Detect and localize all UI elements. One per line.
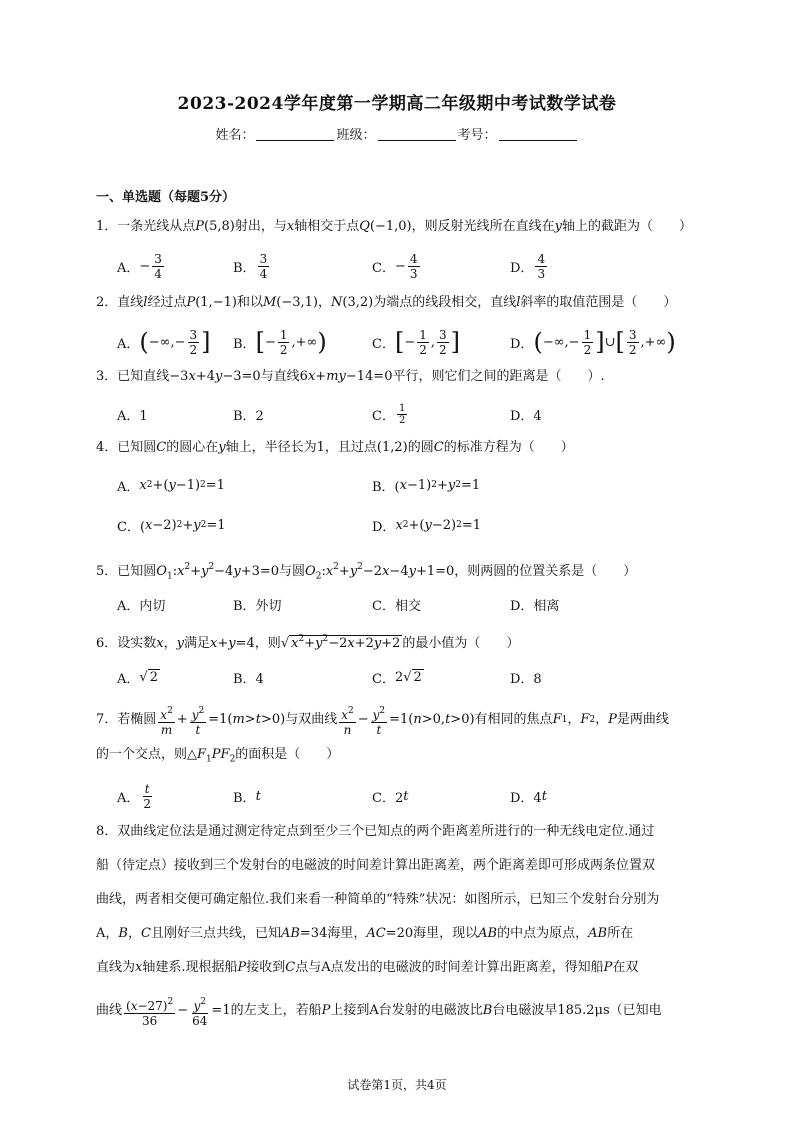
options-q3 — [117, 394, 737, 434]
option-d[interactable]: D．4 — [510, 408, 542, 424]
option-d[interactable]: D． $\frac{4}{3}$ — [510, 251, 546, 281]
exam-no-label: 考号： — [457, 128, 497, 143]
option-a[interactable]: A． √ 2 — [117, 669, 158, 687]
question-6: 6．设实数x，y满足x+y=4，则√ $x^2+y^2-2x+2y+2$ 的最小值为（ ） — [96, 634, 520, 651]
options-q2 — [117, 322, 737, 362]
option-b[interactable]: B． $\frac{3}{4}$ — [233, 251, 268, 281]
section-heading-single-choice: 一、单选题（每题5分） — [96, 190, 236, 205]
options-q1 — [117, 246, 737, 286]
option-c[interactable]: C． $\frac{1}{2}$ — [372, 402, 406, 426]
option-a[interactable]: A． − $\frac{3}{4}$ — [117, 251, 162, 281]
option-b[interactable]: B．( x −1) 2 + y 2 =1 — [372, 477, 481, 495]
name-label: 姓名： — [215, 128, 255, 143]
option-b[interactable]: B．4 — [233, 671, 264, 687]
options-q6 — [117, 657, 737, 697]
option-a[interactable]: A． x 2 +( y −1) 2 =1 — [117, 477, 225, 495]
option-b[interactable]: B． t — [233, 788, 261, 806]
name-blank[interactable] — [256, 129, 334, 141]
options-q4-row1 — [117, 465, 737, 505]
option-b[interactable]: B． [ − $\frac{1}{2}$ ,+∞ ) — [233, 327, 327, 357]
student-info-line — [0, 124, 794, 143]
question-3: 3．已知直线−3x+4y−3=0与直线6x+my−14=0平行，则它们之间的距离是（ ）. — [96, 369, 605, 384]
options-q5 — [117, 584, 737, 624]
options-q7 — [117, 776, 737, 816]
option-d[interactable]: D．4 t — [510, 788, 547, 806]
question-8: 8．双曲线定位法是通过测定待定点到至少三个已知点的两个距离差所进行的一种无线电定位.通过 船（待定点）接收到三个发射台的电磁波的时间差计算出距离差，两个距离差即可形成两条位置双 曲线，两者相交便可确定船位.我们来看一种简单的“特殊”状况：如图所示，已知三个发射台分别为 A，B，C且刚好三点共线，已知AB=34海里，AC=20海里，现以AB的中点为原点，AB所在 直线为x轴建系.现根据船P接收到C点与A点发出的电磁波的时间差计算出距离差，得知船P在双 曲线 $\frac{(x-27)^2}{36}$ − $\frac{y^2}{64}$ =1 的左支上，若船 P 上接到A台发射的电磁波比 B 台电磁波早185.2μs（已知电 — [96, 824, 662, 1028]
exam-no-blank[interactable] — [499, 129, 577, 141]
option-a[interactable]: A． ( −∞,− $\frac{3}{2}$ ] — [117, 327, 211, 357]
question-2: 2．直线l经过点P(1,−1)和以M(−3,1)，N(3,2)为端点的线段相交，直线l斜率的取值范围是（ ） — [96, 295, 677, 310]
question-7-line2: 的一个交点，则$\triangle F_1PF_2$的面积是（ ） — [96, 747, 340, 765]
option-c[interactable]: C． − $\frac{4}{3}$ — [372, 251, 418, 281]
option-a[interactable]: A．内切 — [117, 598, 166, 614]
option-d[interactable]: D． x 2 +( y −2) 2 =1 — [372, 517, 481, 535]
question-4: 4．已知圆C的圆心在y轴上，半径长为1，且过点(1,2)的圆C的标准方程为（ ） — [96, 440, 574, 455]
option-b[interactable]: B．2 — [233, 408, 264, 424]
question-1: 1．一条光线从点P(5,8)射出，与x轴相交于点Q(−1,0)，则反射光线所在直线在y轴上的截距为（ ） — [96, 219, 693, 234]
question-7: 7．若椭圆 $\frac{x^2}{m}$ + $\frac{y^2}{t}$ =1( m > t >0) 与双曲线 $\frac{x^2}{n}$ − $\frac{y^2}{t}$ =1( n >0, t >0) 有相同的焦点 F 1 ， F 2 ， P 是两曲线 — [96, 705, 669, 737]
question-5: 5．已知圆$O_1:x^2+y^2-4y+3=0$与圆$O_2:x^2+y^2-2x-4y+1=0$，则两圆的位置关系是（ ） — [96, 562, 637, 582]
option-d[interactable]: D．8 — [510, 671, 542, 687]
option-c[interactable]: C． 2√ 2 — [372, 669, 422, 687]
options-q4-row2 — [117, 505, 737, 545]
option-c[interactable]: C．( x −2) 2 + y 2 =1 — [117, 517, 226, 535]
option-c[interactable]: C．2 t — [372, 788, 409, 806]
page-title: 2023-2024学年度第一学期高二年级期中考试数学试卷 — [177, 94, 617, 114]
option-c[interactable]: C．相交 — [372, 598, 421, 614]
class-blank[interactable] — [378, 129, 456, 141]
option-d[interactable]: D．相离 — [510, 598, 560, 614]
page-footer: 试卷第1页，共4页 — [347, 1078, 447, 1092]
option-c[interactable]: C． [ − $\frac{1}{2}$ , $\frac{3}{2}$ ] — [372, 327, 461, 357]
option-a[interactable]: A．1 — [117, 408, 148, 424]
option-d[interactable]: D． ( −∞,− $\frac{1}{2}$ ] ∪ [ $\frac{3}{2}$ ,+∞ ) — [510, 327, 676, 357]
class-label: 班级： — [336, 128, 376, 143]
option-b[interactable]: B．外切 — [233, 598, 282, 614]
option-a[interactable]: A． $\frac{t}{2}$ — [117, 781, 152, 811]
